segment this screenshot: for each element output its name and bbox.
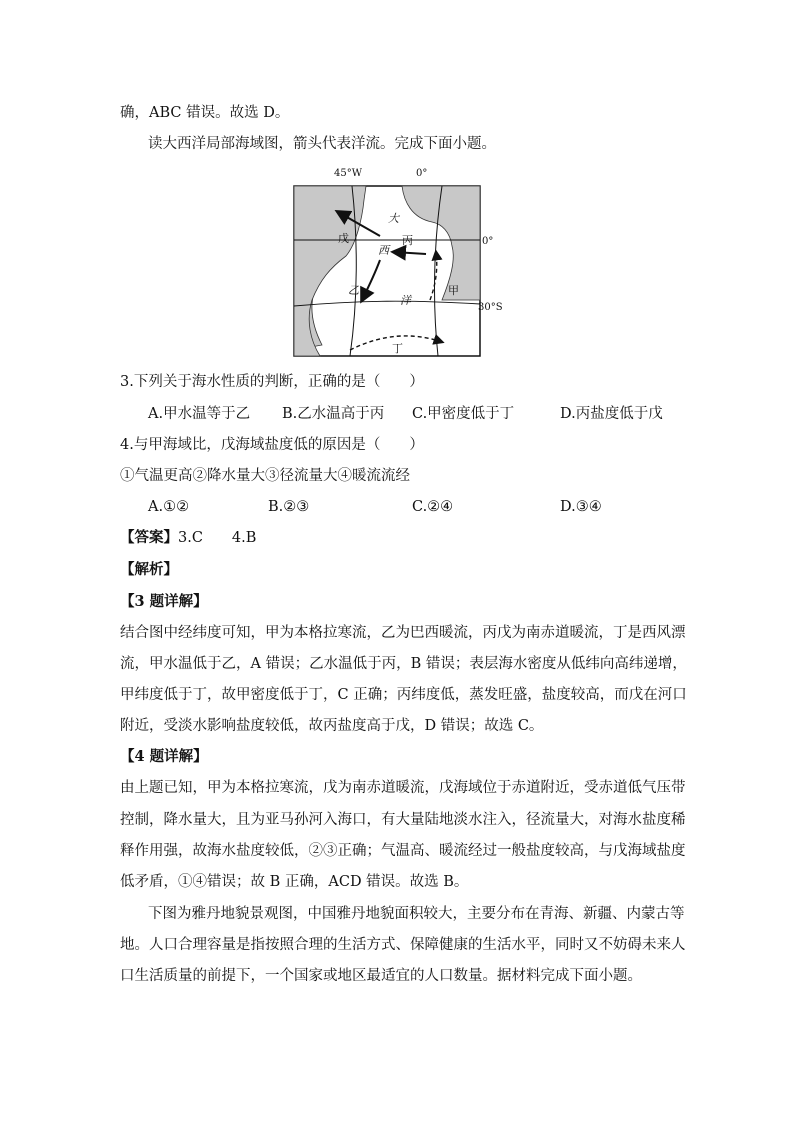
q4-option-d: D.③④ — [560, 499, 602, 515]
label-bing: 丙 — [402, 234, 413, 247]
q4-detail-line: 由上题已知，甲为本格拉寒流，戊为南赤道暖流，戊海域位于赤道附近，受赤道低气压带 — [120, 780, 686, 796]
answer-value: 3.C 4.B — [178, 530, 257, 546]
q3-option-a: A.甲水温等于乙 — [148, 406, 251, 422]
label-ding: 丁 — [392, 342, 403, 355]
question-3-stem: 3.下列关于海水性质的判断，正确的是（ ） — [120, 374, 424, 390]
q4-option-b: B.②③ — [268, 499, 310, 515]
q3-detail-line: 结合图中经纬度可知，甲为本格拉寒流，乙为巴西暖流，丙戊为南赤道暖流，丁是西风漂 — [120, 625, 686, 641]
label-30s: 30°S — [478, 302, 503, 313]
q3-option-d: D.丙盐度低于戊 — [560, 406, 663, 422]
q3-detail-label: 【3 题详解】 — [120, 593, 208, 610]
answer-label: 【答案】 — [120, 529, 178, 546]
next-passage-line: 口生活质量的前提下，一个国家或地区最适宜的人口数量。据材料完成下面小题。 — [120, 968, 642, 984]
q3-option-c: C.甲密度低于丁 — [412, 406, 515, 422]
analysis-label: 【解析】 — [120, 561, 178, 578]
q3-detail-line: 附近，受淡水影响盐度较低，故丙盐度高于戊，D 错误；故选 C。 — [120, 718, 544, 734]
q4-option-a: A.①② — [148, 499, 190, 515]
label-wu: 戊 — [338, 232, 349, 245]
label-45w: 45°W — [334, 168, 363, 179]
q4-option-c: C.②④ — [412, 499, 454, 515]
q4-detail-line: 控制，降水量大，且为亚马孙河入海口，有大量陆地淡水注入，径流量大，对海水盐度稀 — [120, 812, 686, 828]
atlantic-map — [292, 160, 512, 360]
q3-detail-line: 流，甲水温低于乙，A 错误；乙水温低于丙，B 错误；表层海水密度从低纬向高纬递增， — [120, 656, 687, 672]
q4-detail-line: 低矛盾，①④错误；故 B 正确，ACD 错误。故选 B。 — [120, 874, 469, 890]
q3-detail-line: 甲纬度低于丁，故甲密度低于丁，C 正确；丙纬度低，蒸发旺盛，盐度较高，而戊在河口 — [120, 687, 687, 703]
question-4-factors: ①气温更高②降水量大③径流量大④暖流流经 — [120, 468, 410, 484]
q4-detail-line: 释作用强，故海水盐度较低，②③正确；气温高、暖流经过一般盐度较高，与戊海域盐度 — [120, 843, 686, 859]
question-4-stem: 4.与甲海域比，戊海域盐度低的原因是（ ） — [120, 437, 424, 453]
label-xi: 西 — [378, 244, 389, 257]
answer-line — [120, 528, 256, 548]
next-passage-line: 地。人口合理容量是指按照合理的生活方式、保障健康的生活水平，同时又不妨碍未来人 — [120, 937, 686, 953]
q4-detail-label: 【4 题详解】 — [120, 748, 208, 765]
label-yang: 洋 — [400, 294, 411, 307]
label-lat-0: 0° — [482, 236, 494, 247]
paragraph-continuation: 确，ABC 错误。故选 D。 — [120, 105, 290, 121]
passage-intro: 读大西洋局部海域图，箭头代表洋流。完成下面小题。 — [148, 136, 496, 152]
q3-option-b: B.乙水温高于丙 — [282, 406, 385, 422]
next-passage-line: 下图为雅丹地貌景观图，中国雅丹地貌面积较大，主要分布在青海、新疆、内蒙古等 — [148, 906, 685, 922]
label-lon-0: 0° — [416, 168, 428, 179]
label-da: 大 — [388, 212, 399, 225]
label-yi: 乙 — [348, 284, 359, 297]
label-jia: 甲 — [448, 284, 459, 297]
